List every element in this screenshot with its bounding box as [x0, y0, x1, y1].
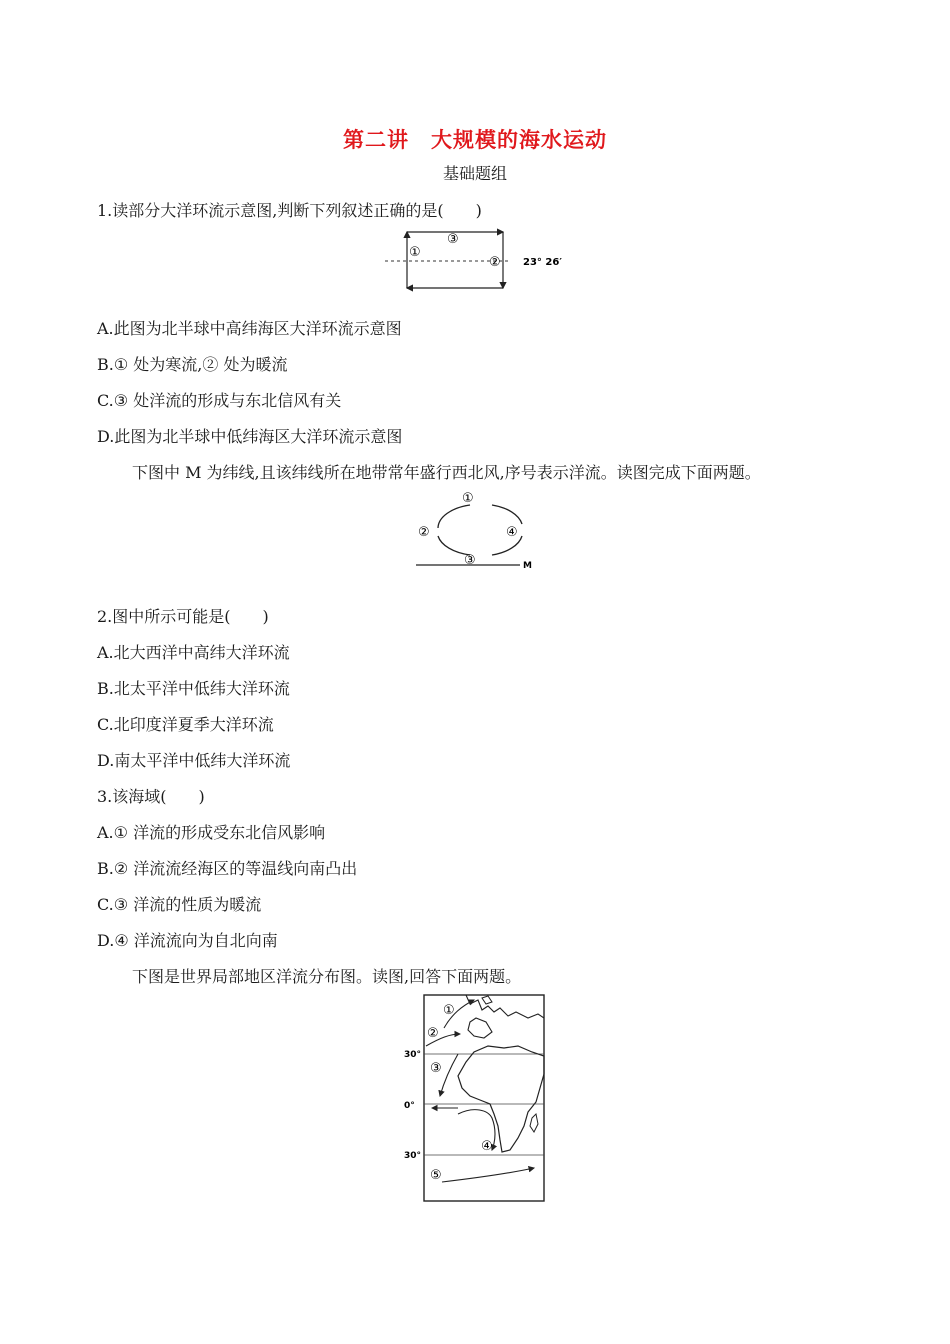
question-2-option-b: B.北太平洋中低纬大洋环流: [97, 679, 290, 698]
question-1-option-c: C.③ 处洋流的形成与东北信风有关: [97, 391, 342, 410]
question-2-option-d: D.南太平洋中低纬大洋环流: [97, 751, 291, 770]
intro-questions-4-5: 下图是世界局部地区洋流分布图。读图,回答下面两题。: [132, 967, 522, 986]
figure-3-current-map: [396, 992, 552, 1204]
figure-2-line-m-label: M: [523, 561, 532, 571]
figure-3-label-1: ①: [443, 1003, 455, 1018]
question-3-option-d: D.④ 洋流流向为自北向南: [97, 931, 278, 950]
figure-3-lat-equator: 0°: [404, 1101, 415, 1111]
intro-questions-2-3: 下图中 M 为纬线,且该纬线所在地带常年盛行西北风,序号表示洋流。读图完成下面两题。: [132, 463, 761, 482]
question-3-option-c: C.③ 洋流的性质为暖流: [97, 895, 262, 914]
question-3-stem: 3.该海域( ): [97, 787, 205, 806]
figure-2-label-2: ②: [418, 525, 430, 540]
figure-2-label-1: ①: [462, 491, 474, 506]
question-2-option-c: C.北印度洋夏季大洋环流: [97, 715, 274, 734]
question-3-option-a: A.① 洋流的形成受东北信风影响: [97, 823, 326, 842]
question-2-stem: 2.图中所示可能是( ): [97, 607, 269, 626]
question-1-option-d: D.此图为北半球中低纬海区大洋环流示意图: [97, 427, 403, 446]
figure-1-current-diagram: [385, 226, 575, 292]
figure-1-label-1: ①: [409, 245, 421, 260]
figure-3-lat-30n: 30°: [404, 1050, 422, 1060]
section-heading: 基础题组: [442, 164, 507, 183]
figure-2-label-4: ④: [506, 525, 518, 540]
figure-3-label-5: ⑤: [430, 1168, 442, 1183]
figure-3-label-2: ②: [427, 1026, 439, 1041]
figure-2-gyre-diagram: [412, 488, 542, 574]
question-1-option-b: B.① 处为寒流,② 处为暖流: [97, 355, 288, 374]
question-1-stem: 1.读部分大洋环流示意图,判断下列叙述正确的是( ): [97, 201, 482, 220]
figure-3-label-4: ④: [481, 1139, 493, 1154]
question-3-option-b: B.② 洋流流经海区的等温线向南凸出: [97, 859, 358, 878]
figure-1-label-2: ②: [489, 255, 501, 270]
figure-1-label-3: ③: [447, 232, 459, 247]
page-title: 第二讲 大规模的海水运动: [343, 128, 607, 152]
figure-3-label-3: ③: [430, 1061, 442, 1076]
question-1-option-a: A.此图为北半球中高纬海区大洋环流示意图: [97, 319, 402, 338]
figure-3-lat-30s: 30°: [404, 1151, 422, 1161]
figure-2-label-3: ③: [464, 553, 476, 568]
figure-1-latitude-label: 23° 26′: [523, 257, 562, 268]
question-2-option-a: A.北大西洋中高纬大洋环流: [97, 643, 290, 662]
